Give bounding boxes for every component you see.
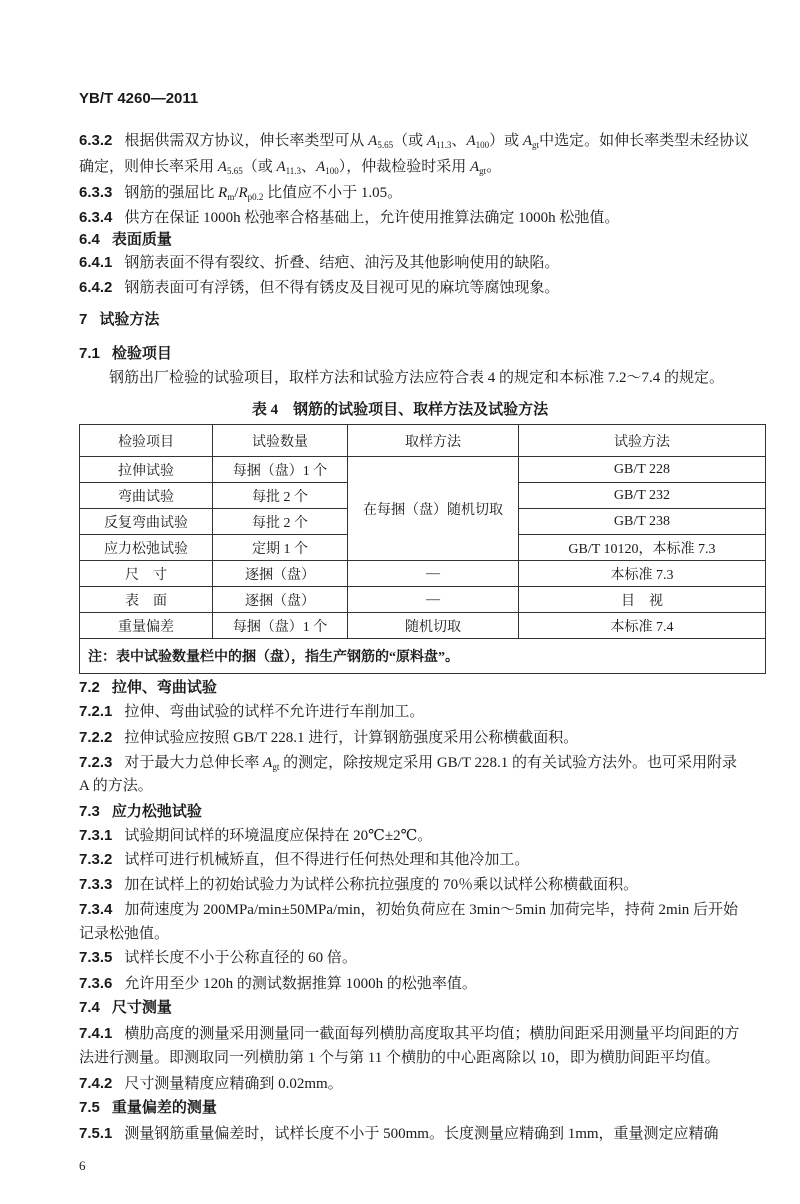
column-header: 检验项目	[80, 425, 213, 457]
table-cell: GB/T 228	[519, 457, 766, 483]
column-header: 试验数量	[213, 425, 348, 457]
clause-number: 7	[79, 311, 88, 328]
clause-number: 6.3.2	[79, 132, 113, 149]
table-cell: GB/T 238	[519, 509, 766, 535]
section-heading: 7 试验方法	[79, 311, 160, 328]
table-cell: 重量偏差	[80, 613, 213, 639]
symbol: $A_{11.3}$	[276, 159, 302, 176]
table-cell: 拉伸试验	[80, 457, 213, 483]
table-row	[80, 587, 766, 613]
table-cell: 定期 1 个	[213, 535, 348, 561]
symbol: $A_{5.65}$	[217, 159, 243, 176]
paragraph-line: 确定，则伸长率采用 $A_{5.65}$（或 $A_{11.3}$、$A_{100}$），仲裁检验时采用 $A_{gt}$。	[79, 159, 502, 176]
clause-number: 7.2.3	[79, 754, 113, 771]
symbol: $A_{5.65}$	[368, 133, 394, 150]
page-number: 6	[79, 1158, 86, 1173]
table-cell: 反复弯曲试验	[80, 509, 213, 535]
paragraph-line: 6.4.1 钢筋表面不得有裂纹、折叠、结疤、油污及其他影响使用的缺陷。	[79, 254, 560, 271]
paragraph-line: 法进行测量。即测取同一列横肋第 1 个与第 11 个横肋的中心距离除以 10，即为横肋间距平均值。	[79, 1050, 720, 1066]
table-row	[80, 457, 766, 483]
clause-number: 7.5.1	[79, 1125, 113, 1142]
table-cell: 弯曲试验	[80, 483, 213, 509]
paragraph-line: 6.3.4 供方在保证 1000h 松弛率合格基础上，允许使用推算法确定 1000h 松弛值。	[79, 209, 620, 226]
clause-number: 7.3.6	[79, 975, 113, 992]
paragraph-line: 7.2.1 拉伸、弯曲试验的试样不允许进行车削加工。	[79, 703, 425, 720]
clause-number: 7.4	[79, 999, 100, 1016]
table-cell: 本标准 7.4	[519, 613, 766, 639]
section-heading: 7.1 检验项目	[79, 345, 172, 362]
section-heading: 7.5 重量偏差的测量	[79, 1099, 217, 1116]
table-cell: —	[348, 561, 519, 587]
clause-number: 7.2.1	[79, 703, 113, 720]
table-cell: 在每捆（盘）随机切取	[348, 457, 519, 561]
table-cell: 随机切取	[348, 613, 519, 639]
table-cell: 目 视	[519, 587, 766, 613]
symbol: $A_{gt}$	[470, 159, 487, 176]
clause-number: 7.3.5	[79, 949, 113, 966]
paragraph-line: 7.3.5 试样长度不小于公称直径的 60 倍。	[79, 949, 357, 966]
table-cell: GB/T 232	[519, 483, 766, 509]
section-heading: 7.2 拉伸、弯曲试验	[79, 679, 217, 696]
section-heading: 6.4 表面质量	[79, 231, 172, 248]
paragraph-line: 6.3.2 根据供需双方协议，伸长率类型可从 $A_{5.65}$（或 $A_{11.3}$、$A_{100}$）或 $A_{gt}$中选定。如伸长率类型未经协议	[79, 132, 750, 150]
paragraph-line: 6.4.2 钢筋表面可有浮锈，但不得有锈皮及目视可见的麻坑等腐蚀现象。	[79, 279, 560, 296]
paragraph-line: 7.4.1 横肋高度的测量采用测量同一截面每列横肋高度取其平均值；横肋间距采用测量平均间距的方	[79, 1025, 740, 1042]
clause-number: 7.5	[79, 1099, 100, 1116]
table-cell: GB/T 10120，本标准 7.3	[519, 535, 766, 561]
clause-number: 7.4.1	[79, 1025, 113, 1042]
column-header: 取样方法	[348, 425, 519, 457]
clause-number: 7.3	[79, 803, 100, 820]
document-header: YB/T 4260—2011	[79, 90, 199, 107]
test-methods-table	[79, 424, 766, 674]
section-heading: 7.4 尺寸测量	[79, 999, 172, 1016]
table-row	[80, 613, 766, 639]
paragraph-line: 7.3.3 加在试样上的初始试验力为试样公称抗拉强度的 70％乘以试样公称横截面积。	[79, 876, 639, 893]
paragraph-line: 7.4.2 尺寸测量精度应精确到 0.02mm。	[79, 1075, 343, 1092]
table-cell: 每捆（盘）1 个	[213, 457, 348, 483]
clause-number: 7.3.1	[79, 827, 113, 844]
table-cell: 每批 2 个	[213, 509, 348, 535]
paragraph-line: 7.3.1 试验期间试样的环境温度应保持在 20℃±2℃。	[79, 827, 433, 844]
table-cell: 应力松弛试验	[80, 535, 213, 561]
clause-number: 6.4.2	[79, 279, 113, 296]
table-note-row	[80, 639, 766, 674]
table-cell: 本标准 7.3	[519, 561, 766, 587]
table-note: 注：表中试验数量栏中的捆（盘），指生产钢筋的“原料盘”。	[80, 639, 766, 674]
clause-number: 7.2.2	[79, 729, 113, 746]
clause-number: 7.3.3	[79, 876, 113, 893]
table-cell: 尺 寸	[80, 561, 213, 587]
symbol: $A_{gt}$	[522, 133, 540, 150]
column-header: 试验方法	[519, 425, 766, 457]
table-cell: 每捆（盘）1 个	[213, 613, 348, 639]
table-caption: 表 4 钢筋的试验项目、取样方法及试验方法	[251, 402, 549, 418]
clause-number: 6.4.1	[79, 254, 113, 271]
symbol: $R_m$	[218, 185, 235, 202]
clause-number: 6.3.3	[79, 184, 113, 201]
paragraph-line: A 的方法。	[79, 778, 153, 794]
section-heading: 7.3 应力松弛试验	[79, 803, 202, 820]
clause-number: 6.4	[79, 231, 100, 248]
clause-number: 7.1	[79, 345, 100, 362]
table-cell: 每批 2 个	[213, 483, 348, 509]
paragraph-line: 7.3.4 加荷速度为 200MPa/min±50MPa/min，初始负荷应在 3min～5min 加荷完毕，持荷 2min 后开始	[79, 901, 739, 918]
symbol: $A_{100}$	[316, 159, 339, 176]
paragraph-line: 记录松弛值。	[79, 926, 170, 942]
table-header-row	[80, 425, 766, 457]
paragraph-line: 7.3.2 试样可进行机械矫直，但不得进行任何热处理和其他冷加工。	[79, 851, 530, 868]
paragraph-line: 7.5.1 测量钢筋重量偏差时，试样长度不小于 500mm。长度测量应精确到 1mm，重量测定应精确	[79, 1125, 719, 1142]
clause-number: 6.3.4	[79, 209, 113, 226]
clause-number: 7.2	[79, 679, 100, 696]
table-cell: 逐捆（盘）	[213, 587, 348, 613]
clause-number: 7.4.2	[79, 1075, 113, 1092]
symbol: $R_{p0.2}$	[238, 185, 264, 202]
symbol: $A_{gt}$	[263, 755, 280, 772]
table-row	[80, 561, 766, 587]
paragraph-line: 7.2.3 对于最大力总伸长率 $A_{gt}$ 的测定，除按规定采用 GB/T 228.1 的有关试验方法外。也可采用附录	[79, 754, 737, 772]
paragraph-line: 6.3.3 钢筋的强屈比 $R_m/R_{p0.2}$ 比值应不小于 1.05。	[79, 184, 403, 202]
paragraph-line: 钢筋出厂检验的试验项目，取样方法和试验方法应符合表 4 的规定和本标准 7.2～7.4 的规定。	[109, 370, 725, 386]
table-cell: 表 面	[80, 587, 213, 613]
table-cell: —	[348, 587, 519, 613]
clause-number: 7.3.2	[79, 851, 113, 868]
paragraph-line: 7.2.2 拉伸试验应按照 GB/T 228.1 进行，计算钢筋强度采用公称横截面积。	[79, 729, 579, 746]
symbol: $A_{11.3}$	[426, 133, 452, 150]
paragraph-line: 7.3.6 允许用至少 120h 的测试数据推算 1000h 的松弛率值。	[79, 975, 477, 992]
clause-number: 7.3.4	[79, 901, 113, 918]
table-cell: 逐捆（盘）	[213, 561, 348, 587]
symbol: $A_{100}$	[466, 133, 490, 150]
